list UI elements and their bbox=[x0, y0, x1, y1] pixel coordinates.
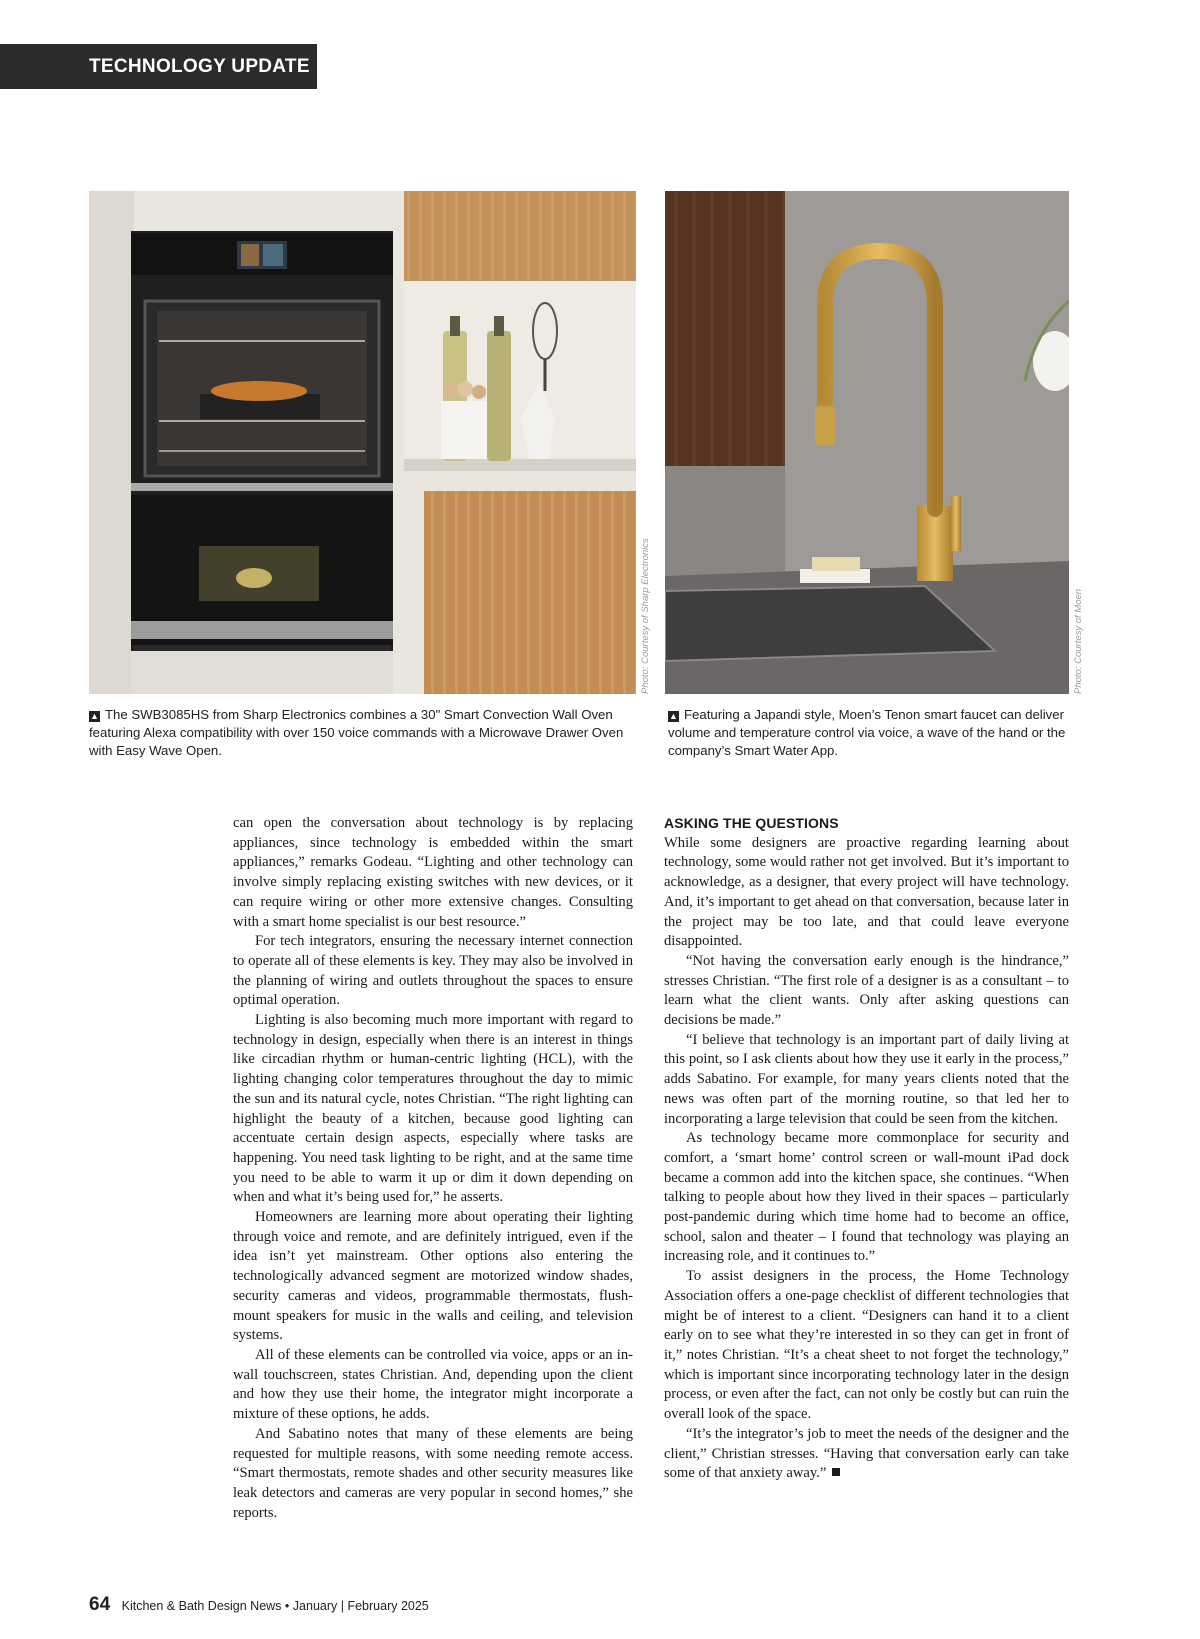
footer-separator: • bbox=[284, 1599, 290, 1613]
paragraph: “I believe that technology is an important part of daily living at this point, so I ask clients about how they use it early in the process,” adds Sabatino. For example, for many years clients noted that the news was often part of the morning routine, so that led her to incorporating a large television that could be seen from the kitchen. bbox=[664, 1031, 1069, 1127]
caption-oven bbox=[89, 706, 637, 760]
paragraph: Lighting is also becoming much more important with regard to technology in design, especially when there is an interest in things like circadian rhythm or human-centric lighting (HCL), with the lighting changing color temperatures throughout the day to mimic the sun and its natural cycle, notes Christian. “The right lighting can highlight the beauty of a kitchen, because good lighting can accentuate certain design aspects, especially where tasks are happening. You need task lighting to be right, and at the same time you need to be able to warm it up or dim it down depending on when and what it’s being used for,” he asserts. bbox=[233, 1012, 633, 1206]
page-number: 64 bbox=[89, 1594, 111, 1615]
paragraph: As technology became more commonplace for security and comfort, a ‘smart home’ control screen or wall-mount iPad dock became a common add into the kitchen space, she continues. “When talking to people about how they lived in their spaces – particularly post-pandemic during which time home had to become an office, school, salon and theater – I found that technology was playing an increasing role, and it continues to.” bbox=[664, 1130, 1069, 1265]
article-column-left bbox=[233, 814, 633, 1523]
paragraph: All of these elements can be controlled via voice, apps or an in-wall touchscreen, states Christian. And, depending upon the client and how they use their home, the integrator might incorporate a mixture of these options, he adds. bbox=[233, 1346, 633, 1423]
paragraph-final bbox=[664, 1425, 1069, 1484]
paragraph: To assist designers in the process, the Home Technology Association offers a one-page checklist of different technologies that might be of interest to a client. “Designers can hand it to a client early on to see what they’re interested in so they can get in front of it,” notes Christian. “It’s a cheat sheet to not forget the technology,” which is important since incorporating technology later in the design process, or even after the fact, can not only be costly but can ruin the overall look of the space. bbox=[664, 1268, 1069, 1423]
paragraph-final-text: “It’s the integrator’s job to meet the needs of the designer and the client,” Christian stresses. “Having that conversation early can take some of that anxiety away.” bbox=[664, 1425, 1069, 1482]
publication-name: Kitchen & Bath Design News bbox=[121, 1599, 282, 1613]
paragraph: For tech integrators, ensuring the necessary internet connection to operate all of these elements is key. They may also be involved in the planning of wiring and outlets throughout the spaces to ensure optimal operation. bbox=[233, 933, 633, 1009]
photo-credit-oven: Photo: Courtesy of Sharp Electronics bbox=[640, 538, 651, 694]
caption-faucet bbox=[668, 706, 1071, 760]
caption-oven-text: The SWB3085HS from Sharp Electronics combines a 30" Smart Convection Wall Oven featuring Alexa compatibility with over 150 voice commands with a Microwave Drawer Oven with Easy Wave Open. bbox=[89, 707, 624, 758]
paragraph: And Sabatino notes that many of these elements are being requested for multiple reasons, with some needing remote access. “Smart thermostats, remote shades and other security measures like leak detectors and cameras are very popular in second homes,” she reports. bbox=[233, 1425, 633, 1521]
oven-photo bbox=[89, 191, 636, 694]
arrow-up-icon: ▲ bbox=[669, 711, 678, 721]
paragraph: can open the conversation about technology is by replacing appliances, since technology is embedded within the smart appliances,” remarks Godeau. “Lighting and other technology can involve simply replacing existing switches with new devices, or it can require wiring or other more extensive changes. Consulting with a smart home specialist is our best resource.” bbox=[233, 815, 633, 930]
article-column-right bbox=[664, 814, 1069, 1484]
issue-date: January | February 2025 bbox=[292, 1599, 429, 1613]
arrow-up-icon: ▲ bbox=[90, 711, 99, 721]
section-heading: ASKING THE QUESTIONS bbox=[664, 815, 839, 831]
faucet-photo bbox=[665, 191, 1069, 694]
photo-credit-faucet: Photo: Courtesy of Moen bbox=[1073, 588, 1084, 694]
page-footer bbox=[89, 1594, 429, 1616]
section-banner: TECHNOLOGY UPDATE bbox=[0, 44, 317, 89]
paragraph: While some designers are proactive regarding learning about technology, some would rather not get involved. But it’s important to acknowledge, as a designer, that every project will have technology. And, it’s important to get ahead on that conversation, because later in the project may be too late, and that could leave everyone disappointed. bbox=[664, 834, 1069, 950]
paragraph: Homeowners are learning more about operating their lighting through voice and remote, and are definitely intrigued, even if the idea isn’t yet mainstream. Other options also entering the technologically advanced segment are motorized window shades, security cameras and videos, programmable thermostats, flush-mount speakers for music in the walls and ceiling, and television systems. bbox=[233, 1209, 633, 1344]
paragraph: “Not having the conversation early enough is the hindrance,” stresses Christian. “The first role of a designer is as a consultant – to learn what the client wants. Only after asking questions can decisions be made.” bbox=[664, 952, 1069, 1029]
end-mark-icon bbox=[832, 1468, 840, 1476]
caption-faucet-text: Featuring a Japandi style, Moen’s Tenon smart faucet can deliver volume and temperature control via voice, a wave of the hand or the company’s Smart Water App. bbox=[668, 707, 1066, 758]
